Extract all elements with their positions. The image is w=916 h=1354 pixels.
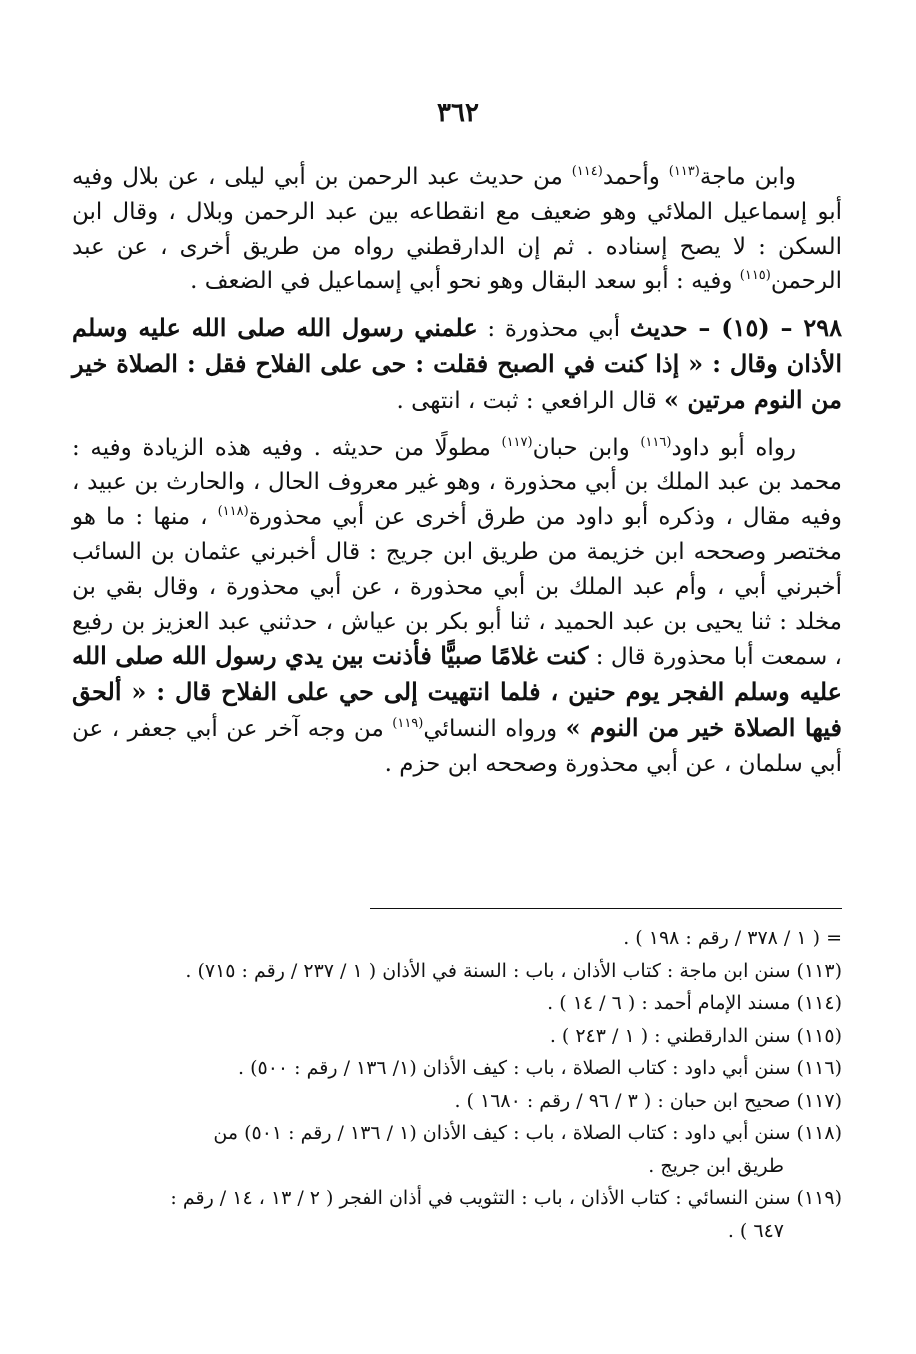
footnote-ref: (١١٥) xyxy=(739,268,771,284)
main-text xyxy=(72,160,842,782)
footnote-114: (١١٤) مسند الإمام أحمد : ( ٦ / ١٤ ) . xyxy=(547,992,842,1014)
footnote-118: (١١٨) سنن أبي داود : كتاب الصلاة ، باب : كيف الأذان (١ / ١٣٦ / رقم : ٥٠١) من xyxy=(213,1122,842,1144)
text-run: وأحمد xyxy=(602,164,669,190)
text-run: مطولًا من حديثه . وفيه هذه الزيادة وفيه : محمد بن عبد الملك بن أبي محذورة ، وهو غير معروف الحال ، والحارث بن عبيد ، وفيه مقال ، وذكره أبو داود من طرق أخرى عن أبي محذورة xyxy=(72,434,842,531)
hadith-heading-298 xyxy=(72,311,842,418)
text-run: ، منها : ما هو مختصر وصححه ابن خزيمة من طريق ابن جريج : قال أخبرني عثمان بن السائب أخبرني أبي ، وأم عبد الملك بن أبي محذورة ، عن أبي محذورة ، وقال بقي بن مخلد : ثنا يحيى بن عبد الحميد ، ثنا أبو بكر بن عياش ، حدثني عبد العزيز بن رفيع ، سمعت أبا محذورة قال : xyxy=(72,504,842,671)
text-run: وابن ماجة xyxy=(699,164,796,190)
paragraph-gap xyxy=(72,299,842,311)
footnote-116: (١١٦) سنن أبي داود : كتاب الصلاة ، باب : كيف الأذان (١/ ١٣٦ / رقم : ٥٠٠) . xyxy=(238,1057,842,1079)
text-run: من وجه آخر عن أبي جعفر ، عن أبي سلمان ، عن أبي محذورة وصححه ابن حزم . xyxy=(72,715,842,777)
footnote-115: (١١٥) سنن الدارقطني : ( ١ / ٢٤٣ ) . xyxy=(549,1024,842,1047)
page-number: ٣٦٢ xyxy=(437,98,479,128)
text-run: من حديث عبد الرحمن بن أبي ليلى ، عن بلال وفيه أبو إسماعيل الملائي وهو ضعيف مع انقطاعه بين عبد الرحمن وبلال ، وقال ابن السكن : لا يصح إسناده . ثم إن الدارقطني رواه من طريق أخرى ، عن عبد الرحمن xyxy=(72,164,842,295)
text-run: ورواه النسائي xyxy=(423,715,566,742)
footnotes xyxy=(72,922,842,1247)
footnote-ref: (١١٣) xyxy=(668,164,700,179)
footnote-ref: (١١٧) xyxy=(501,434,533,450)
paragraph-3 xyxy=(72,431,842,782)
footnote-ref: (١١٩) xyxy=(392,715,424,731)
text-run: وفيه : أبو سعد البقال وهو نحو أبي إسماعيل في الضعف . xyxy=(190,268,740,295)
footnote-continued: = ( ١ / ٣٧٨ / رقم : ١٩٨ ) . xyxy=(623,927,842,949)
text-run: قال الرافعي : ثبت ، انتهى . xyxy=(396,387,665,414)
footnote-117: (١١٧) صحيح ابن حبان : ( ٣ / ٩٦ / رقم : ١٦٨٠ ) . xyxy=(454,1089,842,1112)
text-run: رواه أبو داود xyxy=(671,434,797,461)
hadith-text: كنت غلامًا صبيًّا فأذنت بين يدي رسول الله صلى الله عليه وسلم الفجر يوم حنين ، فلما انتهيت إلى حي على الفلاح قال : « ألحق فيها الصلاة خير من النوم » xyxy=(72,641,842,742)
footnote-ref: (١١٦) xyxy=(640,434,672,450)
footnote-divider xyxy=(370,908,842,909)
hadith-text: علمني رسول الله صلى الله عليه وسلم الأذان وقال : « إذا كنت في الصبح فقلت : حى على الفلاح فقل : الصلاة خير من النوم مرتين » xyxy=(72,313,842,414)
text-run: وابن حبان xyxy=(532,434,641,461)
footnote-ref: (١١٤) xyxy=(571,164,603,179)
footnote-118-continuation: طريق ابن جريج . xyxy=(648,1154,784,1177)
hadith-number: ٢٩٨ – (١٥) – حديث xyxy=(629,313,842,343)
paragraph-gap xyxy=(72,419,842,431)
paragraph-1 xyxy=(72,160,842,299)
footnote-119: (١١٩) سنن النسائي : كتاب الأذان ، باب : التثويب في أذان الفجر ( ٢ / ١٣ ، ١٤ / رقم : xyxy=(170,1187,842,1209)
footnote-ref: (١١٨) xyxy=(217,504,249,520)
footnote-113: (١١٣) سنن ابن ماجة : كتاب الأذان ، باب : السنة في الأذان ( ١ / ٢٣٧ / رقم : ٧١٥) . xyxy=(185,959,842,982)
text-run: أبي محذورة : xyxy=(477,316,630,343)
footnote-119-continuation: ٦٤٧ ) . xyxy=(727,1219,784,1242)
